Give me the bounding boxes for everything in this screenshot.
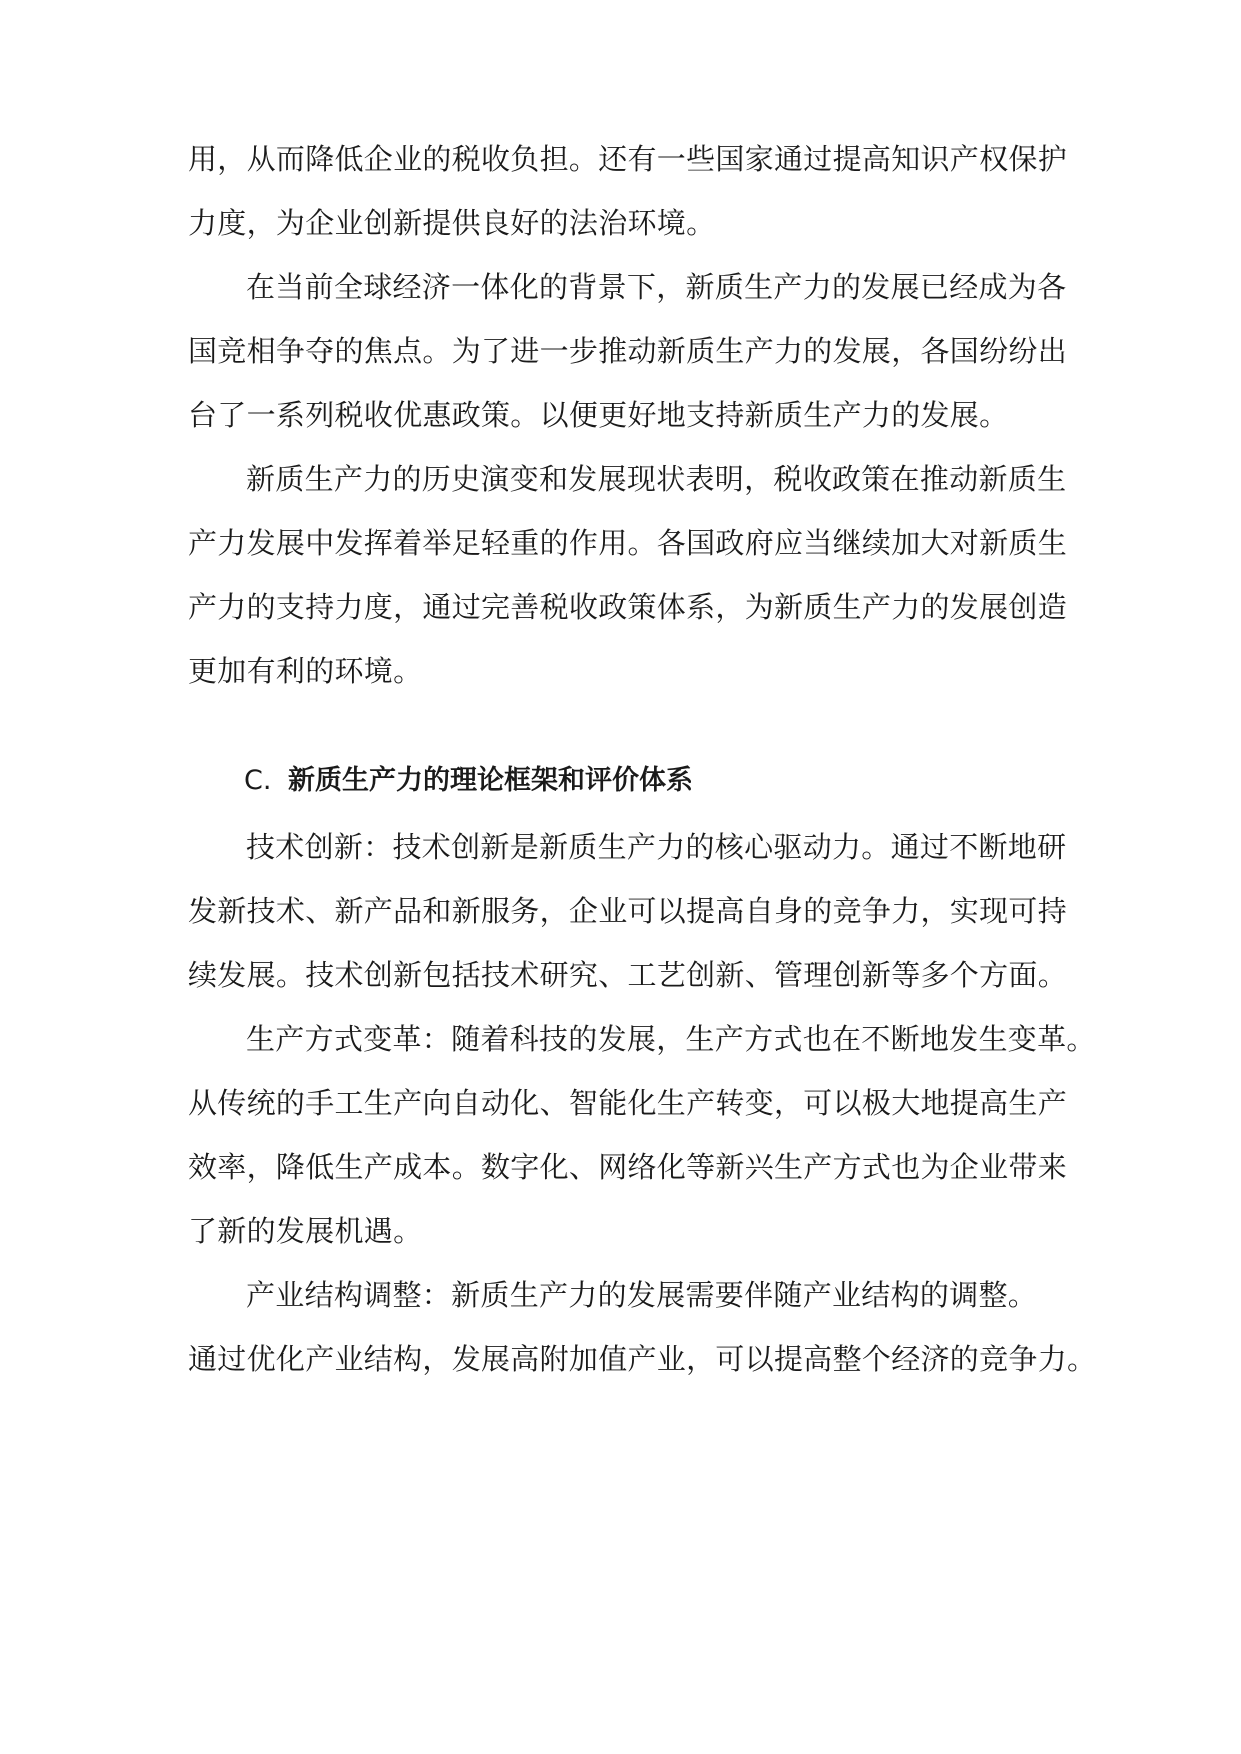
section-heading-title: 新质生产力的理论框架和评价体系	[288, 765, 693, 796]
text-line: 产力的支持力度，通过完善税收政策体系，为新质生产力的发展创造	[188, 590, 1068, 624]
text-line: 生产方式变革：随着科技的发展，生产方式也在不断地发生变革。	[246, 1022, 1096, 1056]
text-line: 发新技术、新产品和新服务，企业可以提高自身的竞争力，实现可持	[188, 894, 1068, 928]
text-line: 产业结构调整：新质生产力的发展需要伴随产业结构的调整。	[246, 1278, 1038, 1312]
paragraph-history-status	[188, 460, 1068, 690]
text-line: 续发展。技术创新包括技术研究、工艺创新、管理创新等多个方面。	[188, 958, 1068, 992]
text-line: 更加有利的环境。	[188, 654, 423, 688]
text-line: 产力发展中发挥着举足轻重的作用。各国政府应当继续加大对新质生	[188, 526, 1068, 560]
text-line: 通过优化产业结构，发展高附加值产业，可以提高整个经济的竞争力。	[188, 1342, 1097, 1376]
text-line: 力度，为企业创新提供良好的法治环境。	[188, 206, 716, 240]
text-line: 在当前全球经济一体化的背景下，新质生产力的发展已经成为各	[246, 270, 1067, 304]
section-heading	[188, 762, 1068, 800]
paragraph-production-change	[188, 1020, 1096, 1250]
paragraph-global-integration	[188, 268, 1068, 434]
text-line: 台了一系列税收优惠政策。以便更好地支持新质生产力的发展。	[188, 398, 1009, 432]
text-line: 了新的发展机遇。	[188, 1214, 423, 1248]
text-line: 从传统的手工生产向自动化、智能化生产转变，可以极大地提高生产	[188, 1086, 1068, 1120]
text-line: 技术创新：技术创新是新质生产力的核心驱动力。通过不断地研	[246, 830, 1067, 864]
text-line: 效率，降低生产成本。数字化、网络化等新兴生产方式也为企业带来	[188, 1150, 1068, 1184]
section-heading-number: C.	[244, 765, 272, 796]
text-line: 新质生产力的历史演变和发展现状表明，税收政策在推动新质生	[246, 462, 1067, 496]
text-line: 用，从而降低企业的税收负担。还有一些国家通过提高知识产权保护	[188, 142, 1068, 176]
paragraph-industry-structure	[188, 1276, 1097, 1378]
text-line: 国竞相争夺的焦点。为了进一步推动新质生产力的发展，各国纷纷出	[188, 334, 1068, 368]
paragraph-continuation	[188, 140, 1068, 242]
body-text	[188, 140, 1097, 1378]
paragraph-tech-innovation	[188, 828, 1068, 994]
